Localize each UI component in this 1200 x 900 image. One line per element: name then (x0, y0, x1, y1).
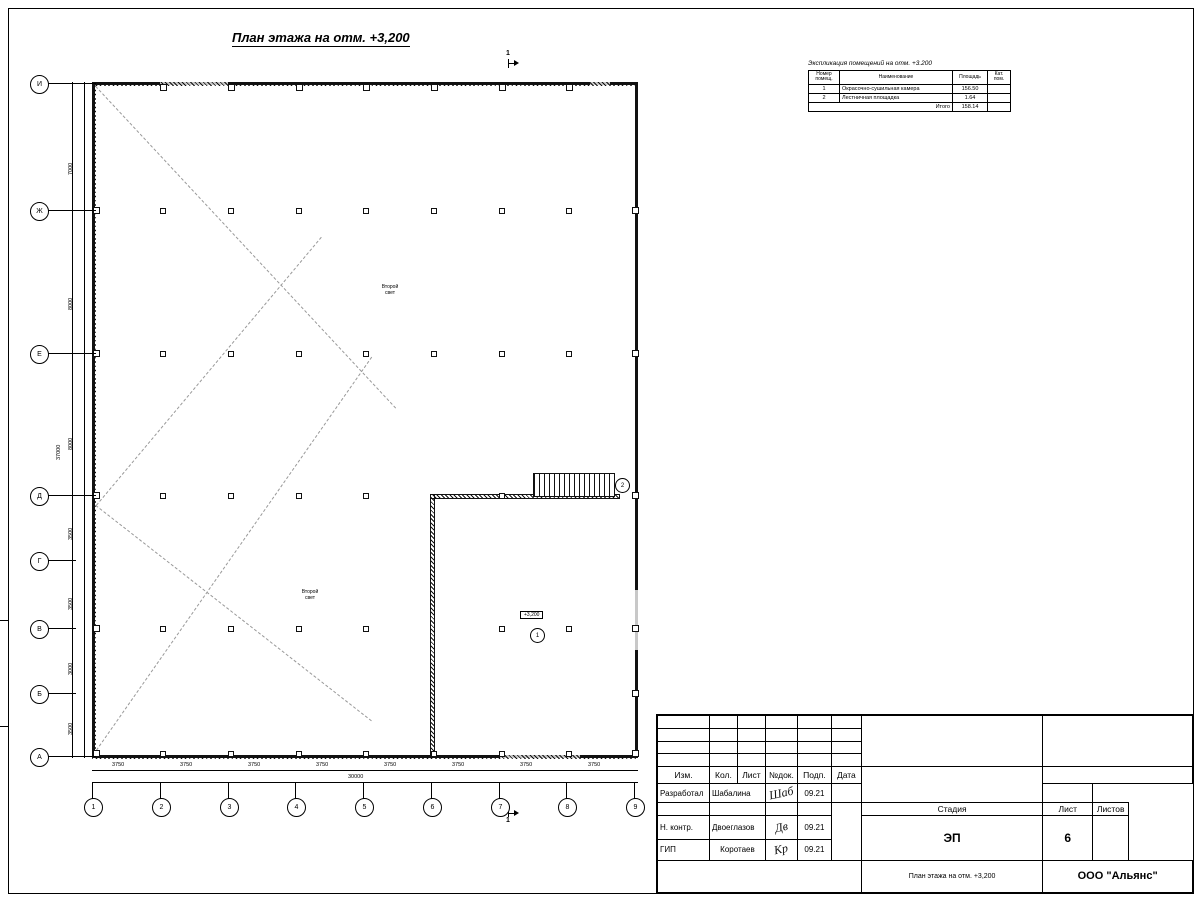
tb-sheet-title: План этажа на отм. +3,200 (861, 860, 1042, 892)
tb-col-izm: Изм. (658, 767, 710, 784)
axis-bubble-И: И (30, 75, 49, 94)
column (296, 493, 302, 499)
cell-cat (988, 84, 1011, 93)
tb-sheet-label: Лист (1043, 803, 1093, 816)
column (363, 84, 370, 91)
column (431, 751, 437, 757)
column (228, 208, 234, 214)
column (228, 84, 235, 91)
tb-sheets-label: Листов (1093, 803, 1129, 816)
staircase (533, 473, 615, 497)
dim-line-vertical-inner (84, 82, 85, 758)
axis-bubble-7: 7 (491, 798, 510, 817)
tb-sign-developer: Шаб (765, 784, 797, 803)
tb-blank (658, 741, 710, 754)
tb-name-check: Двоеглазов (709, 816, 765, 839)
hdim-1: 3750 (112, 762, 125, 768)
schedule-caption: Экспликация помещений на отм. +3.200 (808, 60, 933, 67)
column (363, 351, 369, 357)
hdim-5: 3750 (384, 762, 397, 768)
tb-blank-right (1043, 767, 1193, 784)
axis-bubble-9: 9 (626, 798, 645, 817)
title-block (656, 714, 1194, 894)
drawing-sheet: План этажа на отм. +3,200 1 1 Второй свет Второй свет 2 +3,200 1 7000 8000 8000 3500 3500 3000 3500 37000 И Ж Е Д Г В Б А 3750 3750 3750 3750 3750 3750 3750 3750 30000 1 2 3 4 5 6 7 8 9 Экспликация помещений на отм. +3.200 Номер помещ. Наименование Площадь Кат. пом. 1 Окрасочно-сушильная камера 156.50 2 Лестничная площадка 1.64 Итого 158.14 Изм. Кол. Лист №док. Подп. Дата Разработал Шабалина Шаб 09.21 Стадия Лист Листов Н. контр. Двоеглазов Дв 09.21 ЭП 6 ГИП Коротаев Кр 09.21 План этажа на отм. +3,200 ООО "Альянс" (0, 0, 1200, 900)
axis-leader (634, 783, 635, 799)
column (160, 351, 166, 357)
cell-num: 2 (809, 93, 840, 102)
tb-blank (797, 728, 831, 741)
column (228, 626, 234, 632)
column (499, 84, 506, 91)
axis-bubble-Б: Б (30, 685, 49, 704)
tb-blank (765, 754, 797, 767)
column (228, 751, 234, 757)
axis-bubble-2: 2 (152, 798, 171, 817)
total-cat (988, 102, 1011, 111)
axis-bubble-6: 6 (423, 798, 442, 817)
vdim-3: 8000 (68, 437, 74, 450)
axis-bubble-Г: Г (30, 552, 49, 571)
tb-sheet-value: 6 (1043, 816, 1093, 861)
axis-bubble-3: 3 (220, 798, 239, 817)
hdim-4: 3750 (316, 762, 329, 768)
tb-blank (709, 803, 765, 816)
axis-bubble-8: 8 (558, 798, 577, 817)
tb-blank (737, 728, 765, 741)
dim-line-horizontal-inner (92, 770, 638, 771)
tb-blank (831, 728, 861, 741)
void-diagonal-3 (95, 505, 371, 721)
tb-blank (709, 728, 737, 741)
column (566, 626, 572, 632)
col-header-cat: Кат. пом. (988, 71, 1011, 85)
tb-role-check: Н. контр. (658, 816, 710, 839)
room-tag-2: 2 (615, 478, 630, 493)
dim-line-horizontal-outer (92, 782, 638, 783)
table-header-row (809, 71, 1011, 85)
vdim-4: 3500 (68, 527, 74, 540)
plan-title: План этажа на отм. +3,200 (232, 30, 410, 45)
room-schedule (808, 60, 1011, 112)
tb-date-check: 09.21 (797, 816, 831, 839)
vdim-1: 7000 (68, 162, 74, 175)
cell-name: Лестничная площадка (840, 93, 953, 102)
column (296, 208, 302, 214)
column (499, 208, 505, 214)
column (160, 84, 167, 91)
axis-leader (499, 783, 500, 799)
cell-cat (988, 93, 1011, 102)
column (228, 493, 234, 499)
fold-tick-bottom (0, 726, 8, 727)
cell-name: Окрасочно-сушильная камера (840, 84, 953, 93)
tb-blank-wide (861, 716, 1042, 767)
tb-date-gip: 09.21 (797, 839, 831, 860)
table-row (809, 93, 1011, 102)
axis-leader (228, 783, 229, 799)
cell-area: 1.64 (953, 93, 988, 102)
column (160, 493, 166, 499)
tb-sign-check: Дв (765, 816, 797, 839)
axis-leader (295, 783, 296, 799)
axis-leader (48, 495, 96, 496)
axis-leader (48, 353, 96, 354)
column (632, 207, 639, 214)
wall-right (635, 82, 638, 758)
tb-blank-right (1043, 716, 1193, 767)
column (160, 626, 166, 632)
vdim-2: 8000 (68, 297, 74, 310)
tb-blank (658, 860, 862, 892)
axis-leader (48, 628, 76, 629)
hdim-8: 3750 (588, 762, 601, 768)
axis-bubble-4: 4 (287, 798, 306, 817)
hdim-2: 3750 (180, 762, 193, 768)
axis-leader (92, 783, 93, 799)
hdim-6: 3750 (452, 762, 465, 768)
total-label: Итого (809, 102, 953, 111)
column (363, 493, 369, 499)
tb-name-developer: Шабалина (709, 784, 765, 803)
tb-blank (737, 716, 765, 729)
col-header-num: Номер помещ. (809, 71, 840, 85)
column (93, 625, 100, 632)
tb-blank (797, 754, 831, 767)
column (228, 351, 234, 357)
tb-role-gip: ГИП (658, 839, 710, 860)
total-area: 158.14 (953, 102, 988, 111)
column (363, 751, 369, 757)
tb-blank (797, 716, 831, 729)
left-wall-hatch (92, 82, 96, 758)
tb-blank-right (831, 784, 1092, 803)
tb-blank (658, 754, 710, 767)
tb-blank (658, 716, 710, 729)
column (566, 84, 573, 91)
axis-leader (48, 83, 96, 84)
column (499, 351, 505, 357)
column (632, 690, 639, 697)
tb-blank (658, 803, 710, 816)
tb-blank (765, 716, 797, 729)
tb-blank (831, 741, 861, 754)
tb-blank (831, 716, 861, 729)
room-tag-1: 1 (530, 628, 545, 643)
tb-stage-value: ЭП (861, 816, 1042, 861)
table-row (809, 84, 1011, 93)
tb-blank (765, 728, 797, 741)
axis-leader (566, 783, 567, 799)
tb-blank (658, 728, 710, 741)
tb-blank (765, 741, 797, 754)
void-diagonal-1 (95, 86, 396, 408)
column (632, 492, 639, 499)
schedule-table (808, 70, 1011, 112)
col-header-area: Площадь (953, 71, 988, 85)
inner-wall-vertical (430, 494, 435, 758)
hdim-7: 3750 (520, 762, 533, 768)
tb-col-podp: Подп. (797, 767, 831, 784)
tb-role-developer: Разработал (658, 784, 710, 803)
tb-col-kol: Кол. (709, 767, 737, 784)
column (160, 208, 166, 214)
column (296, 84, 303, 91)
column (431, 208, 437, 214)
tb-blank (831, 754, 861, 767)
vdim-5: 3500 (68, 597, 74, 610)
tb-sheets-value (1093, 816, 1129, 861)
opening-right (635, 590, 638, 650)
tb-blank (737, 754, 765, 767)
axis-bubble-В: В (30, 620, 49, 639)
void-label-top: Второй свет (381, 284, 399, 296)
section-mark-top: 1 (506, 50, 510, 57)
column (296, 751, 302, 757)
tb-blank (709, 716, 737, 729)
void-diagonal-2 (96, 237, 322, 506)
column (363, 626, 369, 632)
tb-col-ndok: №док. (765, 767, 797, 784)
axis-leader (48, 693, 76, 694)
column (632, 625, 639, 632)
table-total-row (809, 102, 1011, 111)
column (363, 208, 369, 214)
void-label-bottom: Второй свет (301, 589, 319, 601)
tb-sign-gip: Кр (765, 839, 797, 860)
cell-area: 156.50 (953, 84, 988, 93)
axis-bubble-А: А (30, 748, 49, 767)
axis-leader (363, 783, 364, 799)
column (566, 351, 572, 357)
cell-num: 1 (809, 84, 840, 93)
tb-col-data: Дата (831, 767, 861, 784)
column (499, 751, 505, 757)
column (632, 750, 639, 757)
axis-leader (48, 210, 96, 211)
axis-bubble-Е: Е (30, 345, 49, 364)
tb-date-developer: 09.21 (797, 784, 831, 803)
column (160, 751, 166, 757)
column (566, 751, 572, 757)
tb-blank (797, 741, 831, 754)
vdim-total: 37000 (56, 444, 62, 460)
column (499, 493, 505, 499)
axis-leader (160, 783, 161, 799)
tb-company: ООО "Альянс" (1043, 860, 1193, 892)
column (499, 626, 505, 632)
column (296, 626, 302, 632)
tb-blank-wide (831, 803, 861, 861)
tb-blank (709, 754, 737, 767)
column (431, 84, 438, 91)
elevation-tag: +3,200 (520, 611, 543, 619)
tb-blank (765, 803, 797, 816)
axis-leader (48, 756, 96, 757)
dim-line-vertical-outer (72, 82, 73, 758)
column (431, 351, 437, 357)
column (632, 350, 639, 357)
tb-stage-label: Стадия (861, 803, 1042, 816)
hdim-3: 3750 (248, 762, 261, 768)
axis-bubble-5: 5 (355, 798, 374, 817)
tb-blank (737, 741, 765, 754)
tb-blank (797, 803, 831, 816)
axis-leader (431, 783, 432, 799)
fold-tick-top (0, 620, 8, 621)
axis-bubble-Д: Д (30, 487, 49, 506)
column (566, 208, 572, 214)
tb-blank (709, 741, 737, 754)
tb-name-gip: Коротаев (709, 839, 765, 860)
vdim-6: 3000 (68, 662, 74, 675)
vdim-7: 3500 (68, 722, 74, 735)
axis-bubble-Ж: Ж (30, 202, 49, 221)
axis-leader (48, 560, 76, 561)
hdim-total: 30000 (348, 774, 364, 780)
col-header-name: Наименование (840, 71, 953, 85)
tb-col-list: Лист (737, 767, 765, 784)
axis-bubble-1: 1 (84, 798, 103, 817)
column (296, 351, 302, 357)
void-diagonal-4 (96, 357, 372, 751)
